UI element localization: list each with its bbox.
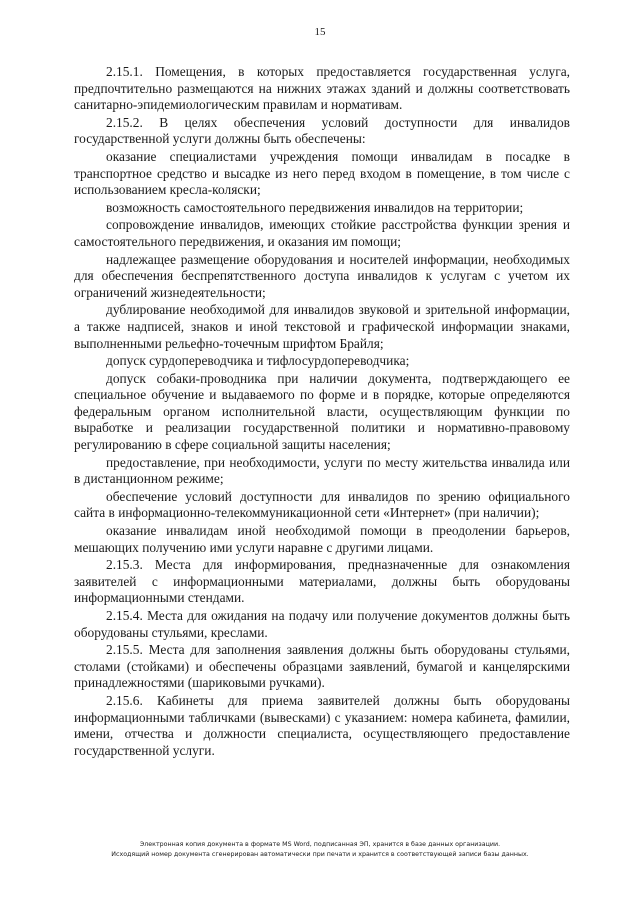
list-item-escort: сопровождение инвалидов, имеющих стойкие расстройства функции зрения и самостоятельного передвижения, и оказания им помощи; xyxy=(74,217,570,249)
page-number: 15 xyxy=(314,26,326,38)
paragraph-2-15-1: 2.15.1. Помещения, в которых предоставляется государственная услуга, предпочтительно размещаются на нижних этажах зданий и должны соответствовать санитарно-эпидемиологическим правилам и нормативам. xyxy=(74,64,570,113)
paragraph-2-15-3: 2.15.3. Места для информирования, предназначенные для ознакомления заявителей с информационными материалами, должны быть оборудованы информационными стендами. xyxy=(74,557,570,606)
footer-note xyxy=(40,840,600,860)
list-item-braille-duplication: дублирование необходимой для инвалидов звуковой и зрительной информации, а также надписей, знаков и иной текстовой и графической информации знаками, выполненными рельефно-точечным шрифтом Брайля; xyxy=(74,302,570,351)
list-item-other-assistance: оказание инвалидам иной необходимой помощи в преодолении барьеров, мешающих получению ими услуги наравне с другими лицами. xyxy=(74,523,570,555)
list-item-boarding-assistance: оказание специалистами учреждения помощи инвалидам в посадке в транспортное средство и высадке из него перед входом в помещение, в том числе с использованием кресла-коляски; xyxy=(74,148,570,198)
list-item-website-accessibility: обеспечение условий доступности для инвалидов по зрению официального сайта в информационно-телекоммуникационной сети «Интернет» (при наличии); xyxy=(74,488,570,521)
list-item-remote-service: предоставление, при необходимости, услуги по месту жительства инвалида или в дистанционном режиме; xyxy=(74,454,570,487)
list-item-sign-interpreter: допуск сурдопереводчика и тифлосурдопереводчика; xyxy=(106,353,410,369)
document-body xyxy=(74,64,570,760)
paragraph-2-15-2: 2.15.2. В целях обеспечения условий доступности для инвалидов государственной услуги должны быть обеспечены: xyxy=(74,114,570,147)
paragraph-2-15-4: 2.15.4. Места для ожидания на подачу или получение документов должны быть оборудованы стульями, креслами. xyxy=(74,608,570,640)
list-item-guide-dog: допуск собаки-проводника при наличии документа, подтверждающего ее специальное обучение и выдаваемого по форме и в порядке, которые определяются федеральным органом исполнительной власти, осуществляющим функции по выработке и реализации государственной политики и нормативно-правовому регулированию в сфере социальной защиты населения; xyxy=(74,370,570,453)
footer-line-electronic-copy: Электронная копия документа в формате MS Word, подписанная ЭП, хранится в базе данных организации. xyxy=(139,841,501,848)
paragraph-2-15-6: 2.15.6. Кабинеты для приема заявителей должны быть оборудованы информационными табличками (вывесками) с указанием: номера кабинета, фамилии, имени, отчества и должности специалиста, осуществляющего предоставление государственной услуги. xyxy=(74,692,570,758)
paragraph-2-15-5: 2.15.5. Места для заполнения заявления должны быть оборудованы стульями, столами (стойками) и обеспечены образцами заявлений, бумагой и канцелярскими принадлежностями (шариковыми ручками). xyxy=(74,642,570,691)
footer-line-outgoing-number: Исходящий номер документа сгенерирован автоматически при печати и хранится в соответствующей записи базы данных. xyxy=(111,851,529,858)
list-item-equipment-placement: надлежащее размещение оборудования и носителей информации, необходимых для обеспечения беспрепятственного доступа инвалидов к услугам с учетом их ограничений жизнедеятельности; xyxy=(74,251,570,300)
list-item-independent-movement: возможность самостоятельного передвижения инвалидов на территории; xyxy=(106,199,524,215)
